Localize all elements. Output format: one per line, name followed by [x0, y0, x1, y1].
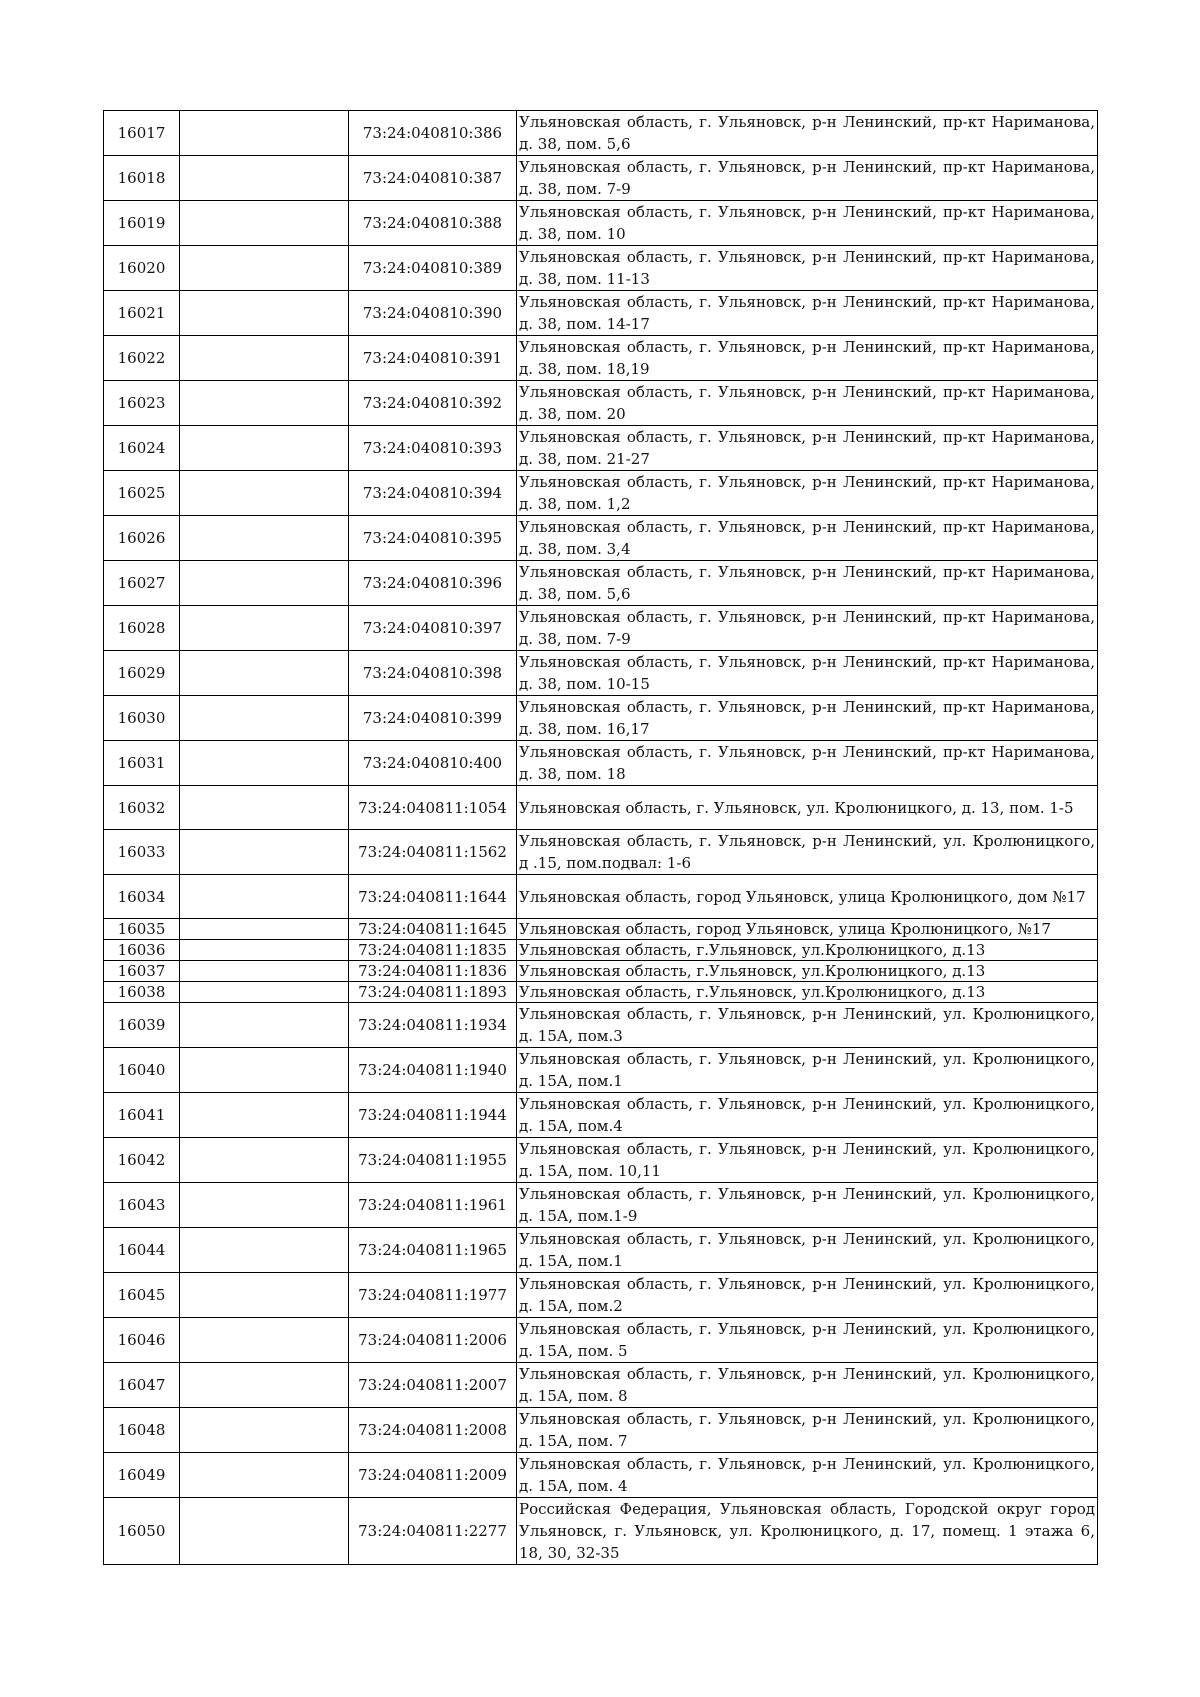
row-number: 16036	[104, 940, 180, 961]
row-number: 16021	[104, 291, 180, 336]
row-number: 16031	[104, 741, 180, 786]
row-number: 16033	[104, 830, 180, 875]
table-row	[104, 741, 1098, 786]
row-number: 16047	[104, 1363, 180, 1408]
owner-cell	[180, 1453, 349, 1498]
cadastral-number: 73:24:040810:400	[349, 741, 517, 786]
row-number: 16040	[104, 1048, 180, 1093]
owner-cell	[180, 1138, 349, 1183]
row-number: 16039	[104, 1003, 180, 1048]
cadastral-number: 73:24:040810:390	[349, 291, 517, 336]
address: Ульяновская область, г. Ульяновск, р-н Ленинский, пр-кт Нариманова, д. 38, пом. 21-27	[517, 426, 1098, 471]
row-number: 16048	[104, 1408, 180, 1453]
address: Ульяновская область, г. Ульяновск, р-н Ленинский, пр-кт Нариманова, д. 38, пом. 3,4	[517, 516, 1098, 561]
table-row	[104, 246, 1098, 291]
table-row	[104, 961, 1098, 982]
cadastral-number: 73:24:040811:1893	[349, 982, 517, 1003]
owner-cell	[180, 1093, 349, 1138]
row-number: 16019	[104, 201, 180, 246]
address: Ульяновская область, г. Ульяновск, р-н Ленинский, пр-кт Нариманова, д. 38, пом. 5,6	[517, 561, 1098, 606]
owner-cell	[180, 786, 349, 830]
owner-cell	[180, 516, 349, 561]
owner-cell	[180, 1228, 349, 1273]
table-row	[104, 156, 1098, 201]
row-number: 16041	[104, 1093, 180, 1138]
address: Ульяновская область, г. Ульяновск, р-н Ленинский, пр-кт Нариманова, д. 38, пом. 7-9	[517, 156, 1098, 201]
row-number: 16023	[104, 381, 180, 426]
owner-cell	[180, 1498, 349, 1565]
address: Ульяновская область, г. Ульяновск, р-н Ленинский, ул. Кролюницкого, д. 15А, пом.2	[517, 1273, 1098, 1318]
address: Ульяновская область, город Ульяновск, улица Кролюницкого, дом №17	[517, 875, 1098, 919]
address: Ульяновская область, г. Ульяновск, р-н Ленинский, ул. Кролюницкого, д. 15А, пом.1-9	[517, 1183, 1098, 1228]
cadastral-number: 73:24:040811:1054	[349, 786, 517, 830]
owner-cell	[180, 1273, 349, 1318]
cadastral-number: 73:24:040811:1955	[349, 1138, 517, 1183]
table-row	[104, 1183, 1098, 1228]
owner-cell	[180, 336, 349, 381]
address: Ульяновская область, г. Ульяновск, р-н Ленинский, ул. Кролюницкого, д. 15А, пом.4	[517, 1093, 1098, 1138]
table-row	[104, 291, 1098, 336]
table-row	[104, 1273, 1098, 1318]
table-row	[104, 1093, 1098, 1138]
cadastral-number: 73:24:040810:389	[349, 246, 517, 291]
row-number: 16050	[104, 1498, 180, 1565]
owner-cell	[180, 471, 349, 516]
cadastral-number: 73:24:040811:2007	[349, 1363, 517, 1408]
cadastral-number: 73:24:040810:397	[349, 606, 517, 651]
row-number: 16043	[104, 1183, 180, 1228]
owner-cell	[180, 961, 349, 982]
owner-cell	[180, 201, 349, 246]
table-row	[104, 1318, 1098, 1363]
owner-cell	[180, 875, 349, 919]
owner-cell	[180, 741, 349, 786]
table-row	[104, 111, 1098, 156]
cadastral-number: 73:24:040811:1645	[349, 919, 517, 940]
row-number: 16032	[104, 786, 180, 830]
row-number: 16034	[104, 875, 180, 919]
table-row	[104, 919, 1098, 940]
cadastral-number: 73:24:040810:392	[349, 381, 517, 426]
table-row	[104, 201, 1098, 246]
cadastral-number: 73:24:040811:1940	[349, 1048, 517, 1093]
owner-cell	[180, 830, 349, 875]
cadastral-number: 73:24:040810:391	[349, 336, 517, 381]
row-number: 16042	[104, 1138, 180, 1183]
owner-cell	[180, 111, 349, 156]
owner-cell	[180, 982, 349, 1003]
address: Ульяновская область, г. Ульяновск, р-н Ленинский, ул. Кролюницкого, д. 15А, пом.3	[517, 1003, 1098, 1048]
cadastral-number: 73:24:040811:1934	[349, 1003, 517, 1048]
cadastral-number: 73:24:040811:1562	[349, 830, 517, 875]
cadastral-number: 73:24:040810:386	[349, 111, 517, 156]
cadastral-number: 73:24:040810:387	[349, 156, 517, 201]
row-number: 16027	[104, 561, 180, 606]
table-row	[104, 426, 1098, 471]
cadastral-number: 73:24:040810:395	[349, 516, 517, 561]
row-number: 16046	[104, 1318, 180, 1363]
cadastral-number: 73:24:040811:1835	[349, 940, 517, 961]
owner-cell	[180, 561, 349, 606]
row-number: 16025	[104, 471, 180, 516]
cadastral-number: 73:24:040811:1944	[349, 1093, 517, 1138]
address: Ульяновская область, г. Ульяновск, р-н Ленинский, пр-кт Нариманова, д. 38, пом. 14-17	[517, 291, 1098, 336]
owner-cell	[180, 426, 349, 471]
table-row	[104, 1048, 1098, 1093]
row-number: 16045	[104, 1273, 180, 1318]
address: Ульяновская область, г. Ульяновск, р-н Ленинский, пр-кт Нариманова, д. 38, пом. 10-15	[517, 651, 1098, 696]
row-number: 16020	[104, 246, 180, 291]
cadastral-number: 73:24:040810:399	[349, 696, 517, 741]
address: Ульяновская область, г. Ульяновск, р-н Ленинский, пр-кт Нариманова, д. 38, пом. 18	[517, 741, 1098, 786]
cadastral-number: 73:24:040810:394	[349, 471, 517, 516]
cadastral-number: 73:24:040811:1836	[349, 961, 517, 982]
owner-cell	[180, 1363, 349, 1408]
row-number: 16017	[104, 111, 180, 156]
address: Ульяновская область, г.Ульяновск, ул.Кролюницкого, д.13	[517, 940, 1098, 961]
address: Российская Федерация, Ульяновская область, Городской округ город Ульяновск, г. Ульяновск, ул. Кролюницкого, д. 17, помещ. 1 этажа 6, 18, 30, 32-35	[517, 1498, 1098, 1565]
table-row	[104, 1498, 1098, 1565]
address: Ульяновская область, г. Ульяновск, р-н Ленинский, ул. Кролюницкого, д .15, пом.подвал: 1-6	[517, 830, 1098, 875]
address: Ульяновская область, г. Ульяновск, р-н Ленинский, ул. Кролюницкого, д. 15А, пом.1	[517, 1228, 1098, 1273]
owner-cell	[180, 291, 349, 336]
address: Ульяновская область, г.Ульяновск, ул.Кролюницкого, д.13	[517, 961, 1098, 982]
table-row	[104, 696, 1098, 741]
address: Ульяновская область, г. Ульяновск, р-н Ленинский, ул. Кролюницкого, д. 15А, пом. 8	[517, 1363, 1098, 1408]
address: Ульяновская область, город Ульяновск, улица Кролюницкого, №17	[517, 919, 1098, 940]
table-row	[104, 875, 1098, 919]
row-number: 16029	[104, 651, 180, 696]
cadastral-number: 73:24:040811:2008	[349, 1408, 517, 1453]
cadastral-number: 73:24:040810:398	[349, 651, 517, 696]
table-row	[104, 651, 1098, 696]
table-row	[104, 516, 1098, 561]
table-row	[104, 1453, 1098, 1498]
table-row	[104, 786, 1098, 830]
owner-cell	[180, 919, 349, 940]
cadastral-number: 73:24:040810:396	[349, 561, 517, 606]
table-row	[104, 471, 1098, 516]
address: Ульяновская область, г. Ульяновск, р-н Ленинский, ул. Кролюницкого, д. 15А, пом. 10,11	[517, 1138, 1098, 1183]
owner-cell	[180, 1318, 349, 1363]
table-row	[104, 1363, 1098, 1408]
table-row	[104, 336, 1098, 381]
address: Ульяновская область, г. Ульяновск, р-н Ленинский, пр-кт Нариманова, д. 38, пом. 5,6	[517, 111, 1098, 156]
row-number: 16026	[104, 516, 180, 561]
property-register-table	[103, 110, 1098, 1565]
cadastral-number: 73:24:040811:1644	[349, 875, 517, 919]
table-row	[104, 1138, 1098, 1183]
address: Ульяновская область, г. Ульяновск, р-н Ленинский, пр-кт Нариманова, д. 38, пом. 18,19	[517, 336, 1098, 381]
table-row	[104, 1228, 1098, 1273]
owner-cell	[180, 1003, 349, 1048]
owner-cell	[180, 651, 349, 696]
owner-cell	[180, 1408, 349, 1453]
address: Ульяновская область, г. Ульяновск, р-н Ленинский, пр-кт Нариманова, д. 38, пом. 10	[517, 201, 1098, 246]
row-number: 16035	[104, 919, 180, 940]
cadastral-number: 73:24:040811:1961	[349, 1183, 517, 1228]
table-row	[104, 606, 1098, 651]
address: Ульяновская область, г. Ульяновск, р-н Ленинский, ул. Кролюницкого, д. 15А, пом. 7	[517, 1408, 1098, 1453]
address: Ульяновская область, г. Ульяновск, р-н Ленинский, ул. Кролюницкого, д. 15А, пом. 4	[517, 1453, 1098, 1498]
table-row	[104, 1408, 1098, 1453]
row-number: 16044	[104, 1228, 180, 1273]
owner-cell	[180, 606, 349, 651]
address: Ульяновская область, г. Ульяновск, р-н Ленинский, пр-кт Нариманова, д. 38, пом. 11-13	[517, 246, 1098, 291]
table-row	[104, 982, 1098, 1003]
address: Ульяновская область, г. Ульяновск, р-н Ленинский, пр-кт Нариманова, д. 38, пом. 7-9	[517, 606, 1098, 651]
row-number: 16037	[104, 961, 180, 982]
cadastral-number: 73:24:040811:2277	[349, 1498, 517, 1565]
address: Ульяновская область, г.Ульяновск, ул.Кролюницкого, д.13	[517, 982, 1098, 1003]
address: Ульяновская область, г. Ульяновск, р-н Ленинский, ул. Кролюницкого, д. 15А, пом.1	[517, 1048, 1098, 1093]
table-row	[104, 1003, 1098, 1048]
row-number: 16038	[104, 982, 180, 1003]
address: Ульяновская область, г. Ульяновск, ул. Кролюницкого, д. 13, пом. 1-5	[517, 786, 1098, 830]
cadastral-number: 73:24:040811:1965	[349, 1228, 517, 1273]
owner-cell	[180, 940, 349, 961]
row-number: 16018	[104, 156, 180, 201]
owner-cell	[180, 1048, 349, 1093]
cadastral-number: 73:24:040810:393	[349, 426, 517, 471]
table-row	[104, 830, 1098, 875]
cadastral-number: 73:24:040811:2006	[349, 1318, 517, 1363]
row-number: 16024	[104, 426, 180, 471]
cadastral-number: 73:24:040811:2009	[349, 1453, 517, 1498]
address: Ульяновская область, г. Ульяновск, р-н Ленинский, пр-кт Нариманова, д. 38, пом. 1,2	[517, 471, 1098, 516]
table-row	[104, 381, 1098, 426]
owner-cell	[180, 156, 349, 201]
owner-cell	[180, 696, 349, 741]
address: Ульяновская область, г. Ульяновск, р-н Ленинский, ул. Кролюницкого, д. 15А, пом. 5	[517, 1318, 1098, 1363]
row-number: 16049	[104, 1453, 180, 1498]
address: Ульяновская область, г. Ульяновск, р-н Ленинский, пр-кт Нариманова, д. 38, пом. 16,17	[517, 696, 1098, 741]
owner-cell	[180, 381, 349, 426]
cadastral-number: 73:24:040810:388	[349, 201, 517, 246]
row-number: 16028	[104, 606, 180, 651]
owner-cell	[180, 246, 349, 291]
row-number: 16030	[104, 696, 180, 741]
table-row	[104, 940, 1098, 961]
cadastral-number: 73:24:040811:1977	[349, 1273, 517, 1318]
table-row	[104, 561, 1098, 606]
row-number: 16022	[104, 336, 180, 381]
address: Ульяновская область, г. Ульяновск, р-н Ленинский, пр-кт Нариманова, д. 38, пом. 20	[517, 381, 1098, 426]
owner-cell	[180, 1183, 349, 1228]
